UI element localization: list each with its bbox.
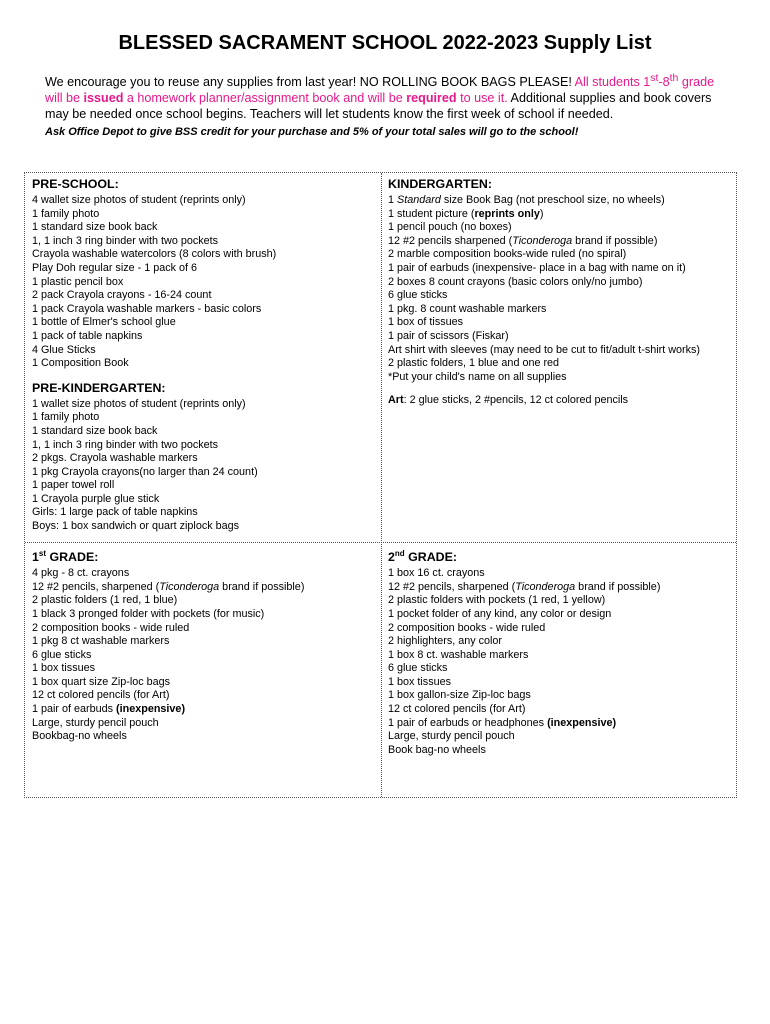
intro-text-continued: Additional supplies and book covers may be needed once school begins. Teachers will let students know the first week of school if needed. <box>45 91 712 122</box>
art-supplies: Art: 2 glue sticks, 2 #pencils, 12 ct colored pencils <box>388 394 629 407</box>
list-item: 1, 1 inch 3 ring binder with two pockets <box>32 438 219 451</box>
list-item: 4 Glue Sticks <box>32 343 96 356</box>
list-item: 4 pkg - 8 ct. crayons <box>32 567 130 580</box>
list-item: 2 marble composition books-wide ruled (no spiral) <box>388 248 627 261</box>
list-item: Play Doh regular size - 1 pack of 6 <box>32 261 198 274</box>
list-item: 1, 1 inch 3 ring binder with two pockets <box>32 234 219 247</box>
list-item: 1 family photo <box>32 207 100 220</box>
column-divider <box>381 173 382 797</box>
list-item: 1 black 3 pronged folder with pockets (for music) <box>32 607 265 620</box>
list-item: 1 box tissues <box>388 675 452 688</box>
preschool-list <box>32 194 377 371</box>
kindergarten-list <box>388 248 733 384</box>
list-item: 2 highlighters, any color <box>388 635 503 648</box>
list-item: 2 pack Crayola crayons - 16-24 count <box>32 289 212 302</box>
prek-heading: PRE-KINDERGARTEN: <box>32 380 166 395</box>
list-item: 2 composition books - wide ruled <box>32 621 190 634</box>
list-item: 2 plastic folders (1 red, 1 blue) <box>32 594 178 607</box>
list-item: Art shirt with sleeves (may need to be cut to fit/adult t-shirt works) <box>388 343 701 356</box>
page-title: BLESSED SACRAMENT SCHOOL 2022-2023 Supply List <box>118 32 652 54</box>
preschool-cell <box>32 177 377 534</box>
row-divider <box>25 542 736 543</box>
list-item: 12 #2 pencils, sharpened (Ticonderoga brand if possible) <box>388 580 661 593</box>
list-item: 1 Crayola purple glue stick <box>32 492 160 505</box>
list-item: 6 glue sticks <box>388 289 448 302</box>
list-item: Boys: 1 box sandwich or quart ziplock bags <box>32 520 240 533</box>
list-item: Large, sturdy pencil pouch <box>388 730 515 743</box>
office-depot-note: Ask Office Depot to give BSS credit for your purchase and 5% of your total sales will go to the school! <box>45 126 579 139</box>
list-item: 1 box of tissues <box>388 316 464 329</box>
list-item: 1 box tissues <box>32 662 96 675</box>
list-item: 12 ct colored pencils (for Art) <box>388 703 526 716</box>
intro-text: We encourage you to reuse any supplies from last year! NO ROLLING BOOK BAGS PLEASE! <box>45 75 575 90</box>
list-item: 1 pkg 8 ct washable markers <box>32 635 170 648</box>
list-item: 1 family photo <box>32 411 100 424</box>
list-item: 1 pack of table napkins <box>32 329 143 342</box>
list-item: 2 pkgs. Crayola washable markers <box>32 452 198 465</box>
grade2-list-end <box>388 730 733 757</box>
grade1-list <box>32 594 377 703</box>
list-item: 4 wallet size photos of student (reprints only) <box>32 194 246 206</box>
list-item: 2 composition books - wide ruled <box>388 621 546 634</box>
grade1-heading: 1st GRADE: <box>32 549 99 565</box>
list-item: 2 boxes 8 count crayons (basic colors only/no jumbo) <box>388 275 643 288</box>
list-item: 6 glue sticks <box>32 648 92 661</box>
list-item: 1 paper towel roll <box>32 479 115 492</box>
grade1-cell <box>32 547 377 744</box>
grade2-heading: 2nd GRADE: <box>388 549 458 565</box>
list-item: 12 #2 pencils sharpened (Ticonderoga brand if possible) <box>388 234 658 247</box>
list-item: Large, sturdy pencil pouch <box>32 716 159 729</box>
list-item: 2 plastic folders, 1 blue and one red <box>388 357 560 370</box>
list-item: 1 pack Crayola washable markers - basic colors <box>32 302 262 315</box>
list-item: 1 box 16 ct. crayons <box>388 567 485 580</box>
grade1-list-end <box>32 717 377 744</box>
list-item: 1 pkg. 8 count washable markers <box>388 302 547 315</box>
list-item: 1 pair of earbuds (inexpensive) <box>32 703 186 716</box>
list-item: 1 Composition Book <box>32 357 129 370</box>
preschool-heading: PRE-SCHOOL: <box>32 177 119 191</box>
list-item: 1 standard size book back <box>32 221 158 234</box>
list-item: 1 Standard size Book Bag (not preschool size, no wheels) <box>388 194 665 206</box>
list-item: Book bag-no wheels <box>388 743 486 756</box>
list-item: 2 plastic folders with pockets (1 red, 1 yellow) <box>388 594 606 607</box>
list-item: 1 box 8 ct. washable markers <box>388 648 529 661</box>
intro-paragraph <box>45 70 735 140</box>
kindergarten-cell <box>388 177 733 408</box>
planner-notice: All students 1st-8th grade will be issued a homework planner/assignment book and will be required to use it. <box>45 72 715 106</box>
list-item: 1 pencil pouch (no boxes) <box>388 221 512 234</box>
list-item: 1 pair of earbuds or headphones (inexpensive) <box>388 716 617 729</box>
list-item: 1 box quart size Zip-loc bags <box>32 675 171 688</box>
list-item: *Put your child's name on all supplies <box>388 370 567 383</box>
supply-table <box>24 172 737 798</box>
list-item: 1 student picture (reprints only) <box>388 207 544 220</box>
list-item: 1 plastic pencil box <box>32 275 124 288</box>
kindergarten-heading: KINDERGARTEN: <box>388 177 492 191</box>
list-item: 1 pair of scissors (Fiskar) <box>388 329 509 342</box>
list-item: 12 ct colored pencils (for Art) <box>32 689 170 702</box>
list-item: 1 wallet size photos of student (reprints only) <box>32 397 246 410</box>
grade2-list <box>388 594 733 716</box>
grade2-cell <box>388 547 733 757</box>
list-item: 12 #2 pencils, sharpened (Ticonderoga brand if possible) <box>32 580 305 593</box>
list-item: Bookbag-no wheels <box>32 730 127 743</box>
list-item: 1 box gallon-size Zip-loc bags <box>388 689 531 702</box>
list-item: 1 pkg Crayola crayons(no larger than 24 count) <box>32 465 258 478</box>
list-item: 1 standard size book back <box>32 424 158 437</box>
list-item: Crayola washable watercolors (8 colors with brush) <box>32 248 277 261</box>
prek-list <box>32 398 377 534</box>
list-item: Girls: 1 large pack of table napkins <box>32 506 198 519</box>
list-item: 1 pair of earbuds (inexpensive- place in a bag with name on it) <box>388 261 686 274</box>
list-item: 1 bottle of Elmer's school glue <box>32 316 176 329</box>
list-item: 6 glue sticks <box>388 662 448 675</box>
list-item: 1 pocket folder of any kind, any color or design <box>388 607 612 620</box>
